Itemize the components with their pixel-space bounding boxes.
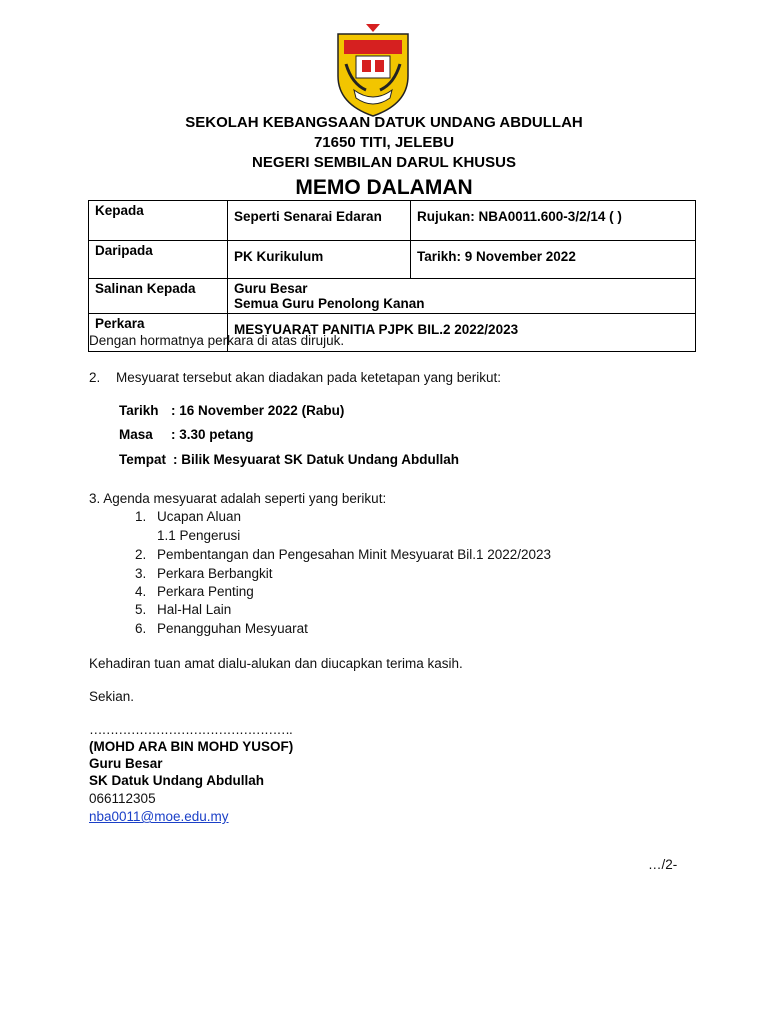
agenda-item: Pembentangan dan Pengesahan Minit Mesyuarat Bil.1 2022/2023	[157, 547, 552, 562]
paragraph-2-text: Mesyuarat tersebut akan diadakan pada ketetapan yang berikut:	[116, 370, 502, 385]
detail-masa-label: Masa	[119, 427, 153, 442]
detail-tempat-label: Tempat	[119, 452, 167, 467]
agenda-number: 3.	[135, 566, 147, 581]
detail-masa-value: : 3.30 petang	[171, 427, 254, 442]
school-state: NEGERI SEMBILAN DARUL KHUSUS	[252, 154, 516, 171]
email-link[interactable]: nba0011@moe.edu.my	[89, 809, 229, 824]
signature-line: ………………………………………….	[89, 722, 292, 737]
agenda-item: Ucapan Aluan	[157, 509, 242, 524]
agenda-item: Perkara Berbangkit	[157, 566, 273, 581]
agenda-subitem: 1.1 Pengerusi	[157, 528, 241, 543]
kepada-label: Kepada	[89, 201, 228, 241]
agenda-number: 4.	[135, 584, 147, 599]
agenda-item: Penangguhan Mesyuarat	[157, 621, 308, 636]
salinan-label: Salinan Kepada	[89, 279, 228, 314]
salinan-value-1: Guru Besar	[234, 281, 308, 296]
detail-tarikh-label: Tarikh	[119, 403, 159, 418]
memo-title: MEMO DALAMAN	[295, 176, 473, 199]
paragraph-3-text: 3. Agenda mesyuarat adalah seperti yang berikut:	[89, 491, 387, 506]
salinan-value-2: Semua Guru Penolong Kanan	[234, 296, 425, 311]
agenda-number: 6.	[135, 621, 147, 636]
kepada-value: Seperti Senarai Edaran	[228, 201, 411, 241]
intro-text: Dengan hormatnya perkara di atas dirujuk.	[89, 333, 345, 348]
perkara-label: Perkara	[89, 314, 228, 352]
detail-tarikh-value: : 16 November 2022 (Rabu)	[171, 403, 345, 418]
sekian-text: Sekian.	[89, 689, 135, 704]
agenda-item: Perkara Penting	[157, 584, 254, 599]
rujukan-value: Rujukan: NBA0011.600-3/2/14 ( )	[411, 201, 696, 241]
agenda-item: Hal-Hal Lain	[157, 602, 232, 617]
phone-number: 066112305	[89, 791, 156, 806]
signatory-name: (MOHD ARA BIN MOHD YUSOF)	[89, 739, 294, 754]
school-address: 71650 TITI, JELEBU	[313, 134, 455, 151]
page-continuation-marker: …/2-	[648, 857, 678, 872]
detail-tempat-value: : Bilik Mesyuarat SK Datuk Undang Abdullah	[173, 452, 460, 467]
agenda-number: 2.	[135, 547, 147, 562]
perkara-value: MESYUARAT PANITIA PJPK BIL.2 2022/2023	[228, 314, 696, 352]
daripada-value: PK Kurikulum	[228, 241, 411, 279]
signatory-position: Guru Besar	[89, 756, 163, 771]
agenda-number: 1.	[135, 509, 147, 524]
school-name: SEKOLAH KEBANGSAAN DATUK UNDANG ABDULLAH	[185, 114, 583, 131]
salinan-value	[228, 279, 696, 314]
closing-text: Kehadiran tuan amat dialu-alukan dan diucapkan terima kasih.	[89, 656, 463, 671]
school-crest-icon	[332, 24, 414, 118]
memo-header-table	[88, 200, 696, 352]
daripada-label: Daripada	[89, 241, 228, 279]
agenda-number: 5.	[135, 602, 147, 617]
signatory-school: SK Datuk Undang Abdullah	[89, 773, 264, 788]
paragraph-2-number: 2.	[89, 370, 101, 385]
tarikh-memo-value: Tarikh: 9 November 2022	[411, 241, 696, 279]
